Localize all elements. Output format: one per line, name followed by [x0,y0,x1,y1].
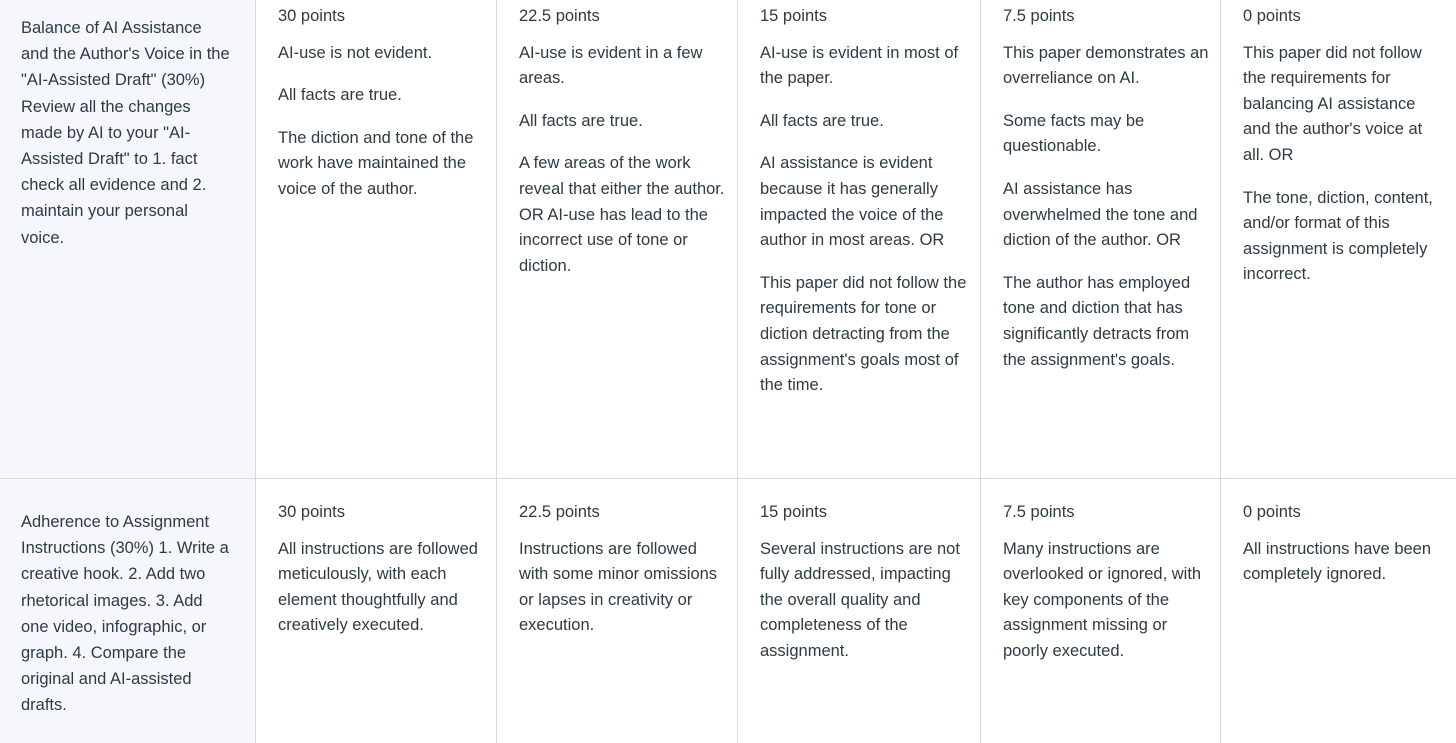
rating-text: All facts are true. [760,111,884,130]
rating-points: 7.5 points [1003,7,1075,25]
rating-text: AI assistance is evident because it has generally impacted the voice of the author in most areas. OR [760,154,945,250]
rating-text: Many instructions are overlooked or ignored, with key components of the assignment missing or poorly executed. [1003,539,1202,660]
rating-cell [738,0,981,479]
rating-text: AI-use is evident in a few areas. [519,43,703,88]
rating-points: 22.5 points [519,503,600,521]
rating-text: The diction and tone of the work have maintained the voice of the author. [278,128,474,198]
rating-text: This paper demonstrates an overreliance on AI. [1003,43,1209,88]
criterion-description: Adherence to Assignment Instructions (30%) 1. Write a creative hook. 2. Add two rhetorical images. 3. Add one video, infographic, or graph. 4. Compare the original and AI-assisted drafts. [0,479,256,743]
rating-text: The tone, diction, content, and/or format of this assignment is completely incorrect. [1243,188,1433,284]
rating-points: 15 points [760,503,827,521]
criterion-description: Balance of AI Assistance and the Author's Voice in the "AI-Assisted Draft" (30%) Review all the changes made by AI to your "AI-Assisted Draft" to 1. fact check all evidence and 2. maintain your personal voice. [0,0,256,479]
rating-text: All facts are true. [278,86,402,105]
rating-cell [497,0,738,479]
rating-cell [1221,479,1456,743]
rating-cell [256,479,497,743]
rating-text: All facts are true. [519,111,643,130]
rating-text: AI assistance has overwhelmed the tone and diction of the author. OR [1003,179,1198,250]
rating-text: Instructions are followed with some minor omissions or lapses in creativity or execution. [519,539,718,635]
rating-points: 0 points [1243,7,1301,25]
rating-text: Several instructions are not fully addressed, impacting the overall quality and completeness of the assignment. [760,539,960,660]
rating-cell [256,0,497,479]
rating-text: All instructions are followed meticulously, with each element thoughtfully and creatively executed. [278,539,478,635]
rating-cell [981,479,1221,743]
rating-points: 15 points [760,7,827,25]
rating-text: The author has employed tone and diction that has significantly detracts from the assignment's goals. [1003,273,1191,369]
rating-cell [738,479,981,743]
rating-text: A few areas of the work reveal that either the author. OR AI-use has lead to the incorrect use of tone or diction. [519,154,725,275]
rating-text: AI-use is evident in most of the paper. [760,43,959,88]
rating-text: AI-use is not evident. [278,43,433,62]
rating-text: This paper did not follow the requirements for tone or diction detracting from the assignment's goals most of the time. [760,273,967,395]
rating-cell [981,0,1221,479]
rating-text: All instructions have been completely ignored. [1243,539,1432,584]
rating-points: 30 points [278,503,345,521]
rating-points: 22.5 points [519,7,600,25]
rating-cell [1221,0,1456,479]
rating-points: 7.5 points [1003,503,1075,521]
rating-cell [497,479,738,743]
rating-text: This paper did not follow the requirements for balancing AI assistance and the author's voice at all. OR [1243,43,1423,164]
rating-text: Some facts may be questionable. [1003,111,1145,156]
rating-points: 0 points [1243,503,1301,521]
rating-points: 30 points [278,7,345,25]
